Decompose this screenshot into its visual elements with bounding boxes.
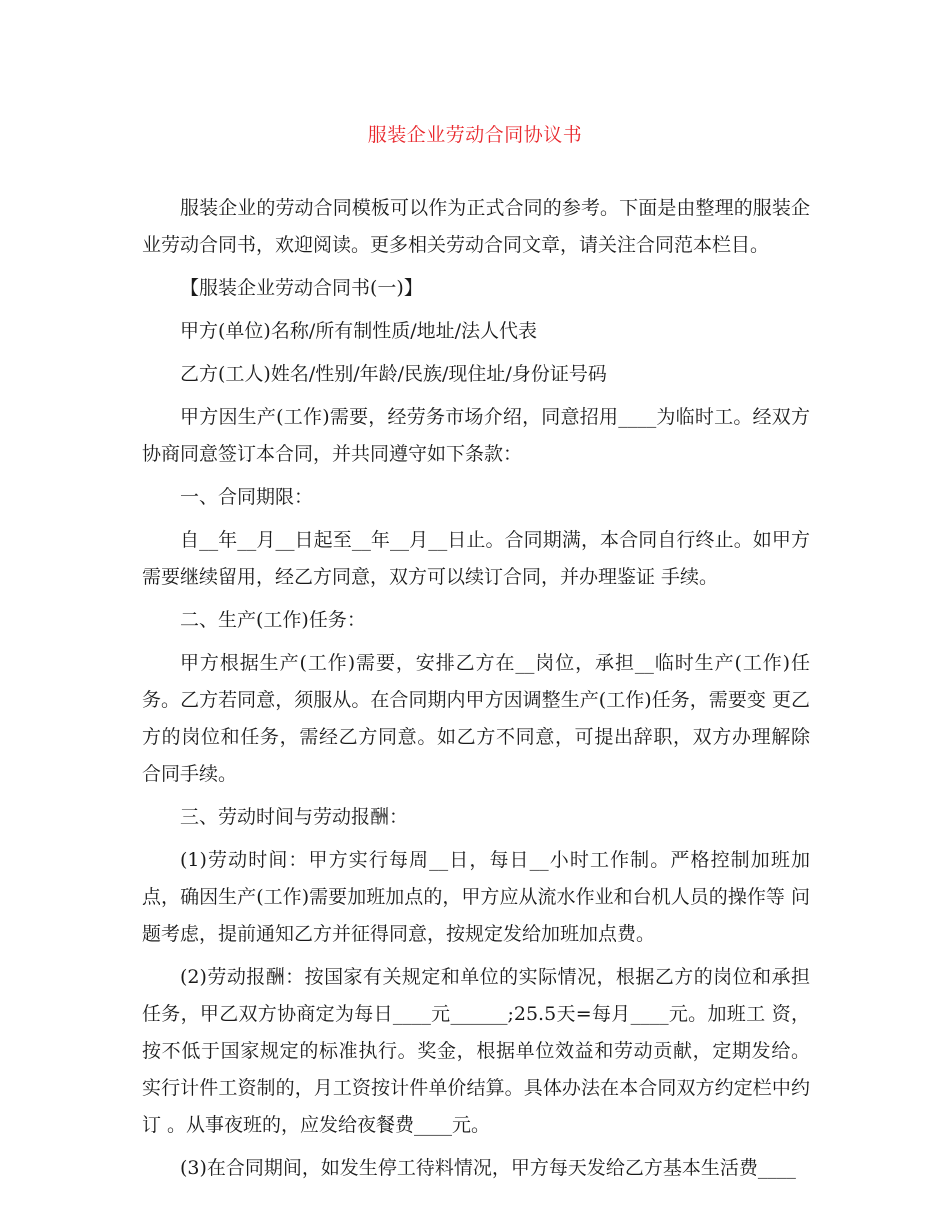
document-title: 服装企业劳动合同协议书 <box>367 124 583 146</box>
paragraph-remuneration: (2)劳动报酬：按国家有关规定和单位的实际情况，根据乙方的岗位和承担任务，甲乙双方协商定为每日____元______;25.5天=每月____元。加班工 资，按不低于国家规定的标准执行。奖金，根据单位效益和劳动贡献，定期发给。 实行计件工资制的，月工资按计件单价结算。具体办法在本合同双方约定栏中约订 。从事夜班的，应发给夜餐费____元。 <box>142 966 810 1136</box>
paragraph-party-b: 乙方(工人)姓名/性别/年龄/民族/现住址/身份证号码 <box>180 363 607 385</box>
heading-work-hours-pay: 三、劳动时间与劳动报酬： <box>180 806 409 828</box>
document-body <box>142 190 810 1193</box>
paragraph-production-tasks: 甲方根据生产(工作)需要，安排乙方在__岗位，承担__临时生产(工作)任务。乙方若同意，须服从。在合同期内甲方因调整生产(工作)任务，需要变 更乙方的岗位和任务，需经乙方同意。如乙方不同意，可提出辞职，双方办理解除 合同手续。 <box>142 652 810 785</box>
paragraph-work-stoppage: (3)在合同期间，如发生停工待料情况，甲方每天发给乙方基本生活费____ <box>180 1157 796 1179</box>
paragraph-work-hours: (1)劳动时间：甲方实行每周__日，每日__小时工作制。严格控制加班加点，确因生产(工作)需要加班加点的，甲方应从流水作业和台机人员的操作等 问题考虑，提前通知乙方并征得同意，按规定发给加班加点费。 <box>142 849 810 945</box>
paragraph-contract-term: 自__年__月__日起至__年__月__日止。合同期满，本合同自行终止。如甲方需要继续留用，经乙方同意，双方可以续订合同，并办理鉴证 手续。 <box>142 529 810 588</box>
paragraph-preamble: 甲方因生产(工作)需要，经劳务市场介绍，同意招用____为临时工。经双方协商同意签订本合同，并共同遵守如下条款： <box>142 406 810 465</box>
heading-contract-term: 一、合同期限： <box>180 486 314 508</box>
paragraph-party-a: 甲方(单位)名称/所有制性质/地址/法人代表 <box>180 320 538 342</box>
paragraph-intro: 服装企业的劳动合同模板可以作为正式合同的参考。下面是由整理的服装企业劳动合同书，欢迎阅读。更多相关劳动合同文章，请关注合同范本栏目。 <box>142 197 810 256</box>
heading-production-tasks: 二、生产(工作)任务： <box>180 609 366 631</box>
paragraph-section-heading: 【服装企业劳动合同书(一)】 <box>180 277 423 299</box>
